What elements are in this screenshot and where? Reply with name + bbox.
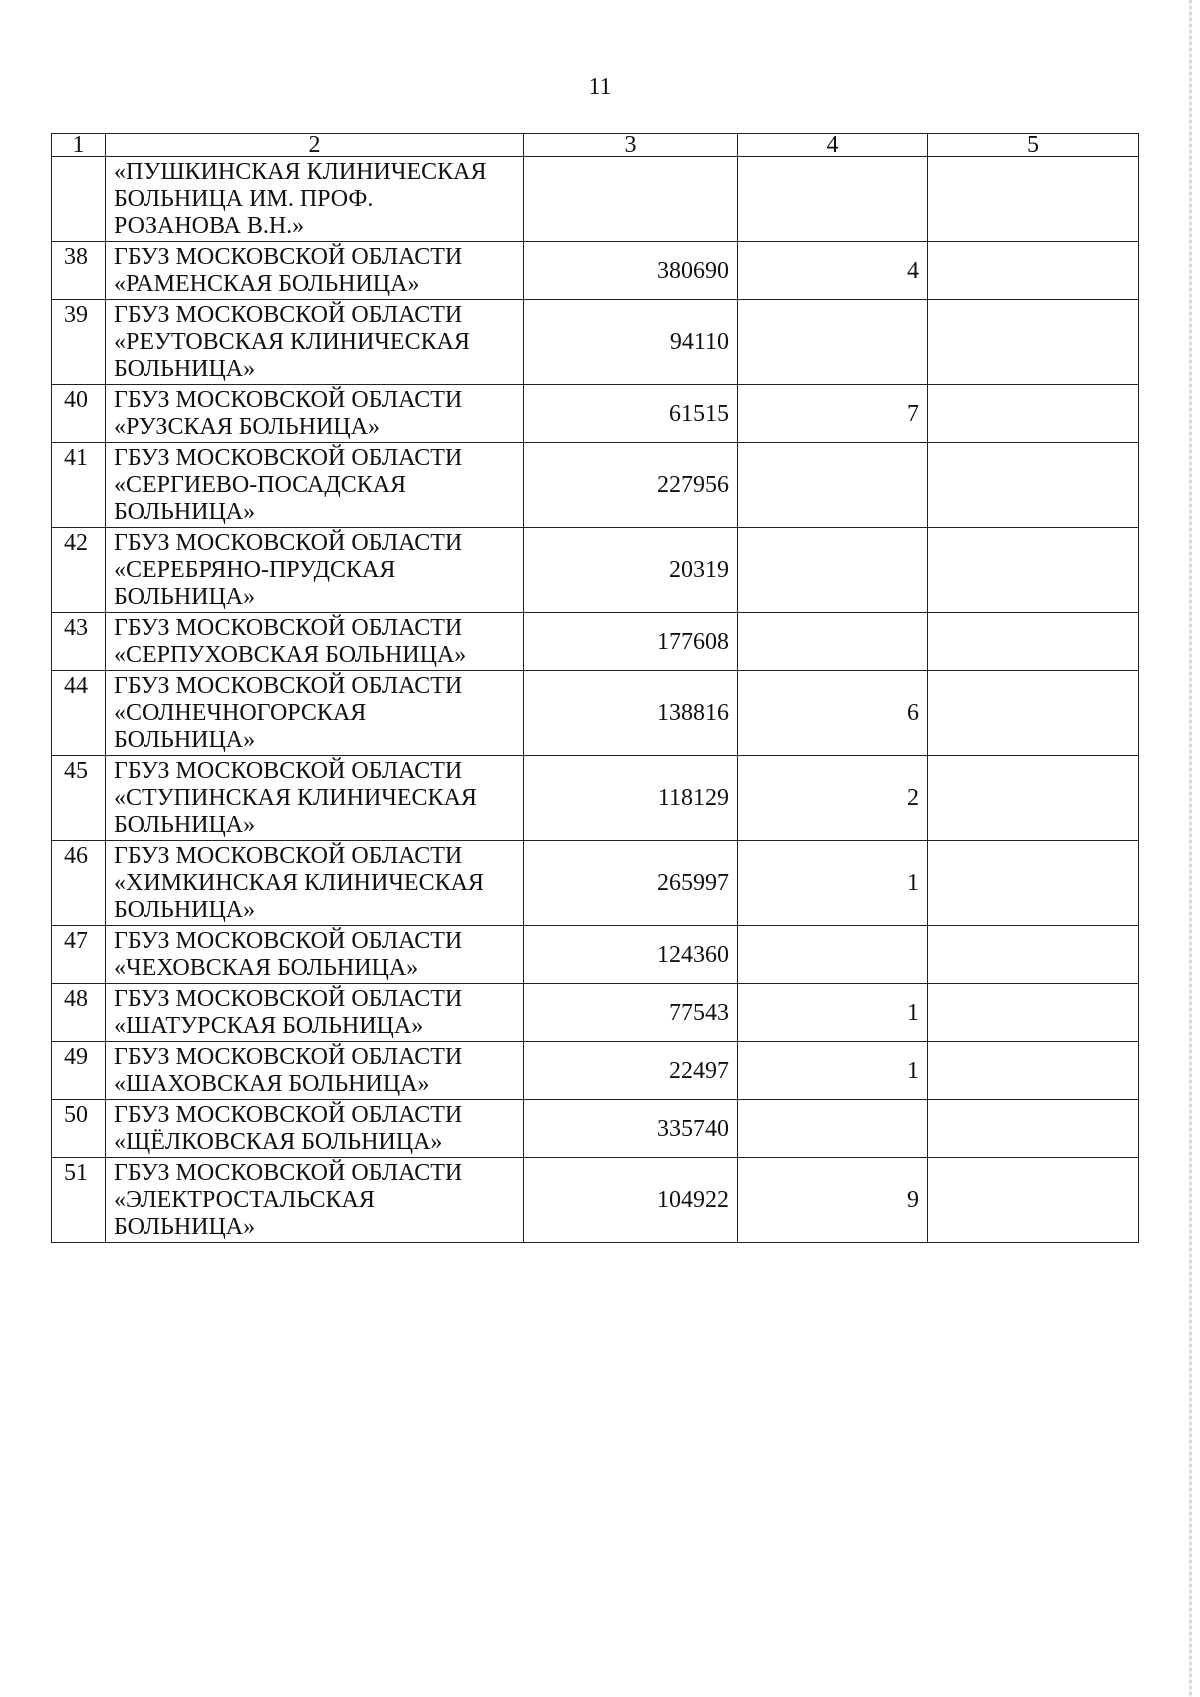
table-row [52, 242, 1139, 300]
table-row [52, 1100, 1139, 1158]
table-row [52, 528, 1139, 613]
institution-name [106, 385, 524, 443]
institution-name-line: ГБУЗ МОСКОВСКОЙ ОБЛАСТИ [114, 302, 463, 328]
header-col-2: 2 [106, 134, 524, 157]
row-number: 47 [52, 926, 106, 984]
institution-name-line: «ЩЁЛКОВСКАЯ БОЛЬНИЦА» [114, 1129, 443, 1155]
cell-col3: 118129 [524, 756, 738, 841]
institution-name-line: БОЛЬНИЦА» [114, 356, 256, 382]
table-header-row [52, 134, 1139, 157]
institution-name-line: «СЕРПУХОВСКАЯ БОЛЬНИЦА» [114, 642, 467, 668]
cell-col5 [928, 157, 1139, 242]
institution-name-line: «ШАХОВСКАЯ БОЛЬНИЦА» [114, 1071, 430, 1097]
institution-name-line: ГБУЗ МОСКОВСКОЙ ОБЛАСТИ [114, 445, 463, 471]
institution-name [106, 926, 524, 984]
row-number: 50 [52, 1100, 106, 1158]
institution-name [106, 841, 524, 926]
row-number: 44 [52, 671, 106, 756]
cell-col5 [928, 984, 1139, 1042]
institution-name [106, 300, 524, 385]
cell-col4 [738, 443, 928, 528]
institution-name-line: «ШАТУРСКАЯ БОЛЬНИЦА» [114, 1013, 424, 1039]
institution-name-line: БОЛЬНИЦА» [114, 1214, 256, 1240]
cell-col3: 265997 [524, 841, 738, 926]
institution-name-line: ГБУЗ МОСКОВСКОЙ ОБЛАСТИ [114, 928, 463, 954]
table-row [52, 756, 1139, 841]
row-number: 41 [52, 443, 106, 528]
institution-name-line: «СТУПИНСКАЯ КЛИНИЧЕСКАЯ [114, 785, 477, 811]
cell-col3: 61515 [524, 385, 738, 443]
header-col-4: 4 [738, 134, 928, 157]
cell-col3: 335740 [524, 1100, 738, 1158]
cell-col3 [524, 157, 738, 242]
row-number: 48 [52, 984, 106, 1042]
institution-name-line: ГБУЗ МОСКОВСКОЙ ОБЛАСТИ [114, 758, 463, 784]
institution-name-line: БОЛЬНИЦА» [114, 499, 256, 525]
cell-col5 [928, 385, 1139, 443]
institution-name-line: «ЭЛЕКТРОСТАЛЬСКАЯ [114, 1187, 375, 1213]
cell-col5 [928, 926, 1139, 984]
institution-name-line: «ХИМКИНСКАЯ КЛИНИЧЕСКАЯ [114, 870, 484, 896]
cell-col5 [928, 1158, 1139, 1243]
cell-col4 [738, 300, 928, 385]
cell-col4 [738, 528, 928, 613]
cell-col4: 1 [738, 1042, 928, 1100]
institution-name-line: «ЧЕХОВСКАЯ БОЛЬНИЦА» [114, 955, 419, 981]
institution-name-line: БОЛЬНИЦА» [114, 812, 256, 838]
cell-col5 [928, 300, 1139, 385]
institution-name-line: ГБУЗ МОСКОВСКОЙ ОБЛАСТИ [114, 530, 463, 556]
institution-name-line: ГБУЗ МОСКОВСКОЙ ОБЛАСТИ [114, 244, 463, 270]
cell-col4: 1 [738, 841, 928, 926]
header-col-1: 1 [52, 134, 106, 157]
institution-name [106, 157, 524, 242]
institution-name-line: БОЛЬНИЦА ИМ. ПРОФ. [114, 186, 374, 212]
row-number: 39 [52, 300, 106, 385]
institution-name [106, 1100, 524, 1158]
row-number: 43 [52, 613, 106, 671]
institution-name-line: «СЕРГИЕВО-ПОСАДСКАЯ [114, 472, 407, 498]
institution-name [106, 756, 524, 841]
header-col-5: 5 [928, 134, 1139, 157]
cell-col4: 4 [738, 242, 928, 300]
page-number: 11 [588, 74, 612, 100]
cell-col3: 227956 [524, 443, 738, 528]
institution-name-line: БОЛЬНИЦА» [114, 897, 256, 923]
row-number [52, 157, 106, 242]
cell-col5 [928, 443, 1139, 528]
hospital-table [51, 133, 1139, 1243]
row-number: 51 [52, 1158, 106, 1243]
table-row [52, 1042, 1139, 1100]
cell-col3: 138816 [524, 671, 738, 756]
cell-col5 [928, 613, 1139, 671]
cell-col4 [738, 157, 928, 242]
cell-col5 [928, 841, 1139, 926]
institution-name-line: ГБУЗ МОСКОВСКОЙ ОБЛАСТИ [114, 615, 463, 641]
cell-col5 [928, 242, 1139, 300]
table-row [52, 300, 1139, 385]
cell-col3: 22497 [524, 1042, 738, 1100]
institution-name [106, 242, 524, 300]
row-number: 45 [52, 756, 106, 841]
cell-col4: 2 [738, 756, 928, 841]
cell-col4: 6 [738, 671, 928, 756]
row-number: 49 [52, 1042, 106, 1100]
cell-col5 [928, 528, 1139, 613]
cell-col3: 124360 [524, 926, 738, 984]
institution-name [106, 671, 524, 756]
institution-name [106, 443, 524, 528]
row-number: 40 [52, 385, 106, 443]
cell-col4: 7 [738, 385, 928, 443]
institution-name-line: ГБУЗ МОСКОВСКОЙ ОБЛАСТИ [114, 1102, 463, 1128]
institution-name-line: «РАМЕНСКАЯ БОЛЬНИЦА» [114, 271, 420, 297]
institution-name-line: БОЛЬНИЦА» [114, 584, 256, 610]
table-row [52, 984, 1139, 1042]
institution-name-line: РОЗАНОВА В.Н.» [114, 213, 305, 239]
cell-col4 [738, 926, 928, 984]
institution-name-line: «ПУШКИНСКАЯ КЛИНИЧЕСКАЯ [114, 159, 487, 185]
institution-name-line: «СЕРЕБРЯНО-ПРУДСКАЯ [114, 557, 396, 583]
cell-col5 [928, 1100, 1139, 1158]
institution-name [106, 1158, 524, 1243]
cell-col3: 20319 [524, 528, 738, 613]
institution-name [106, 613, 524, 671]
institution-name-line: «РЕУТОВСКАЯ КЛИНИЧЕСКАЯ [114, 329, 470, 355]
institution-name [106, 528, 524, 613]
institution-name [106, 984, 524, 1042]
institution-name-line: БОЛЬНИЦА» [114, 727, 256, 753]
institution-name-line: ГБУЗ МОСКОВСКОЙ ОБЛАСТИ [114, 387, 463, 413]
scan-edge [1189, 0, 1192, 1697]
table-row [52, 385, 1139, 443]
row-number: 46 [52, 841, 106, 926]
cell-col4: 1 [738, 984, 928, 1042]
institution-name-line: «РУЗСКАЯ БОЛЬНИЦА» [114, 414, 380, 440]
table-row [52, 1158, 1139, 1243]
institution-name-line: ГБУЗ МОСКОВСКОЙ ОБЛАСТИ [114, 986, 463, 1012]
cell-col3: 177608 [524, 613, 738, 671]
table-row [52, 443, 1139, 528]
institution-name-line: ГБУЗ МОСКОВСКОЙ ОБЛАСТИ [114, 1160, 463, 1186]
header-col-3: 3 [524, 134, 738, 157]
row-number: 38 [52, 242, 106, 300]
institution-name [106, 1042, 524, 1100]
table-row [52, 926, 1139, 984]
cell-col3: 77543 [524, 984, 738, 1042]
table-row [52, 157, 1139, 242]
institution-name-line: ГБУЗ МОСКОВСКОЙ ОБЛАСТИ [114, 1044, 463, 1070]
cell-col4 [738, 613, 928, 671]
cell-col3: 380690 [524, 242, 738, 300]
institution-name-line: ГБУЗ МОСКОВСКОЙ ОБЛАСТИ [114, 843, 463, 869]
table-row [52, 613, 1139, 671]
cell-col3: 104922 [524, 1158, 738, 1243]
cell-col4 [738, 1100, 928, 1158]
cell-col5 [928, 756, 1139, 841]
institution-name-line: «СОЛНЕЧНОГОРСКАЯ [114, 700, 367, 726]
table-row [52, 841, 1139, 926]
cell-col5 [928, 671, 1139, 756]
institution-name-line: ГБУЗ МОСКОВСКОЙ ОБЛАСТИ [114, 673, 463, 699]
cell-col5 [928, 1042, 1139, 1100]
table-row [52, 671, 1139, 756]
cell-col3: 94110 [524, 300, 738, 385]
row-number: 42 [52, 528, 106, 613]
cell-col4: 9 [738, 1158, 928, 1243]
